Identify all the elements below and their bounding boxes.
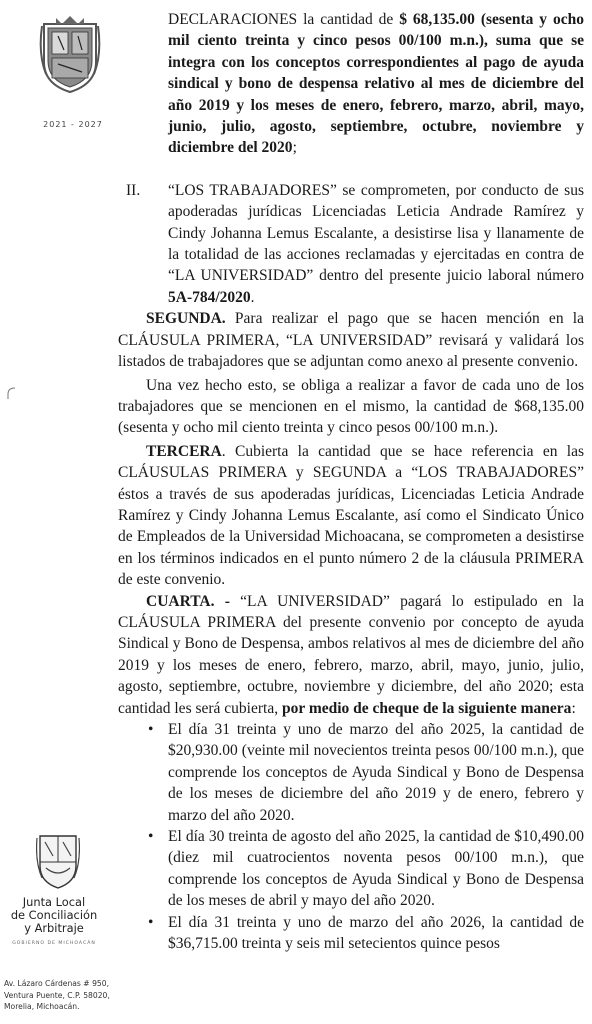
address-line: Ventura Puente, C.P. 58020, <box>4 990 110 1000</box>
address-line: Av. Lázaro Cárdenas # 950, <box>4 979 109 988</box>
bullet-icon: • <box>148 721 154 738</box>
bullet-icon: • <box>148 913 154 931</box>
page-margin-mark <box>6 386 16 400</box>
institution-line: de Conciliación <box>10 908 98 922</box>
segunda-paragraph <box>118 308 584 372</box>
government-label: GOBIERNO DE MICHOACÁN <box>12 941 96 946</box>
cuarta-end: : <box>571 699 576 717</box>
segunda-text: Para realizar el pago que se hacen mención en la CLÁUSULA PRIMERA, “LA UNIVERSIDAD” revisará y validará los listados de trabajadores que se adjuntan como anexo al presente convenio. <box>118 310 584 371</box>
institution-line: Junta Local <box>22 895 86 909</box>
cuarta-paragraph <box>118 591 584 719</box>
payment-text: El día 31 treinta y uno de marzo del año 2026, la cantidad de $36,715.00 treinta y seis mil setecientos quince pesos <box>168 913 584 953</box>
michoacan-coat-of-arms-icon <box>38 14 102 94</box>
cuarta-payment-method: por medio de cheque de la siguiente manera <box>281 699 572 717</box>
cuarta-text: “LA UNIVERSIDAD” pagará lo estipulado en la CLÁUSULA PRIMERA del presente convenio por concepto de ayuda Sindical y Bono de Despensa, ambos relativos al mes de diciembre del año 2019 y los meses de enero, febrero, marzo, abril, mayo, junio, julio, agosto, septiembre, octubre, noviembre y diciembre, del año 2020; esta cantidad les será cubierta, <box>118 592 584 717</box>
case-number: 5A-784/2020 <box>168 288 251 306</box>
document-body <box>118 9 584 954</box>
cuarta-title: CUARTA. - <box>146 592 230 610</box>
tercera-text: . Cubierta la cantidad que se hace referencia en las CLÁUSULAS PRIMERA y SEGUNDA a “LOS TRABAJADORES” éstos a través de sus apoderadas jurídicas, Licenciadas Leticia Andrade Ramírez y Cindy Johanna Lemus Escalante, así como el Sindicato Único de Empleados de la Universidad Michoacana, se comprometen a desistirse en los términos indicados en el punto número 2 de la cláusula PRIMERA de este convenio. <box>118 442 584 589</box>
una-vez-paragraph: Una vez hecho esto, se obliga a realizar a favor de cada uno de los trabajadores que se mencionen en el mismo, la cantidad de $68,135.00 (sesenta y ocho mil ciento treinta y cinco pesos 00/100 m.n.). <box>118 376 584 437</box>
junta-coat-of-arms-icon <box>36 832 80 890</box>
payment-text: El día 30 treinta de agosto del año 2025, la cantidad de $10,490.00 (diez mil cuatrocientos noventa pesos 00/100 m.n.), que comprende los conceptos de Ayuda Sindical y Bono de Despensa de los meses de abril y mayo del año 2020. <box>168 828 584 910</box>
clause-number: II. <box>126 181 141 199</box>
declarations-end: ; <box>292 139 297 157</box>
tercera-paragraph <box>118 441 584 591</box>
declarations-text: DECLARACIONES la cantidad de <box>168 11 400 28</box>
bullet-icon: • <box>148 828 154 846</box>
institution-name <box>4 896 104 950</box>
clause-ii-text: “LOS TRABAJADORES” se comprometen, por conducto de sus apoderadas jurídicas Licenciadas Leticia Andrade Ramírez y Cindy Johanna Lemus Escalante, a desistirse lisa y llanamente de la totalidad de las acciones reclamadas y ejercitadas en contra de “LA UNIVERSIDAD” dentro del presente juicio laboral número <box>168 181 584 285</box>
list-item <box>148 719 584 826</box>
clause-ii <box>126 180 584 308</box>
institution-line: y Arbitraje <box>24 921 84 935</box>
list-item <box>148 912 584 955</box>
payment-text: El día 31 treinta y uno de marzo del año 2025, la cantidad de $20,930.00 (veinte mil novecientos treinta pesos 00/100 m.n.), que comprende los conceptos de Ayuda Sindical y Bono de Despensa de los meses de diciembre del año 2019 y de enero, febrero y marzo del año 2020. <box>168 721 584 824</box>
list-item <box>148 826 584 912</box>
address-line: Morelia, Michoacán. <box>4 1002 80 1012</box>
declarations-amount: $ 68,135.00 (sesenta y ocho mil ciento treinta y cinco pesos 00/100 m.n.), suma que se integra con los conceptos correspondientes al pago de ayuda sindical y bono de despensa relativo al mes de diciembre del año 2019 y los meses de enero, febrero, marzo, abril, mayo, junio, julio, agosto, septiembre, octubre, noviembre y diciembre del 2020 <box>168 11 584 157</box>
segunda-title: SEGUNDA. <box>146 310 226 328</box>
payment-schedule-list <box>148 719 584 954</box>
administration-years: 2021 - 2027 <box>43 120 103 129</box>
address <box>4 978 134 1013</box>
tercera-title: TERCERA <box>146 442 222 460</box>
clause-ii-end: . <box>250 288 255 306</box>
declarations-paragraph <box>168 9 584 159</box>
